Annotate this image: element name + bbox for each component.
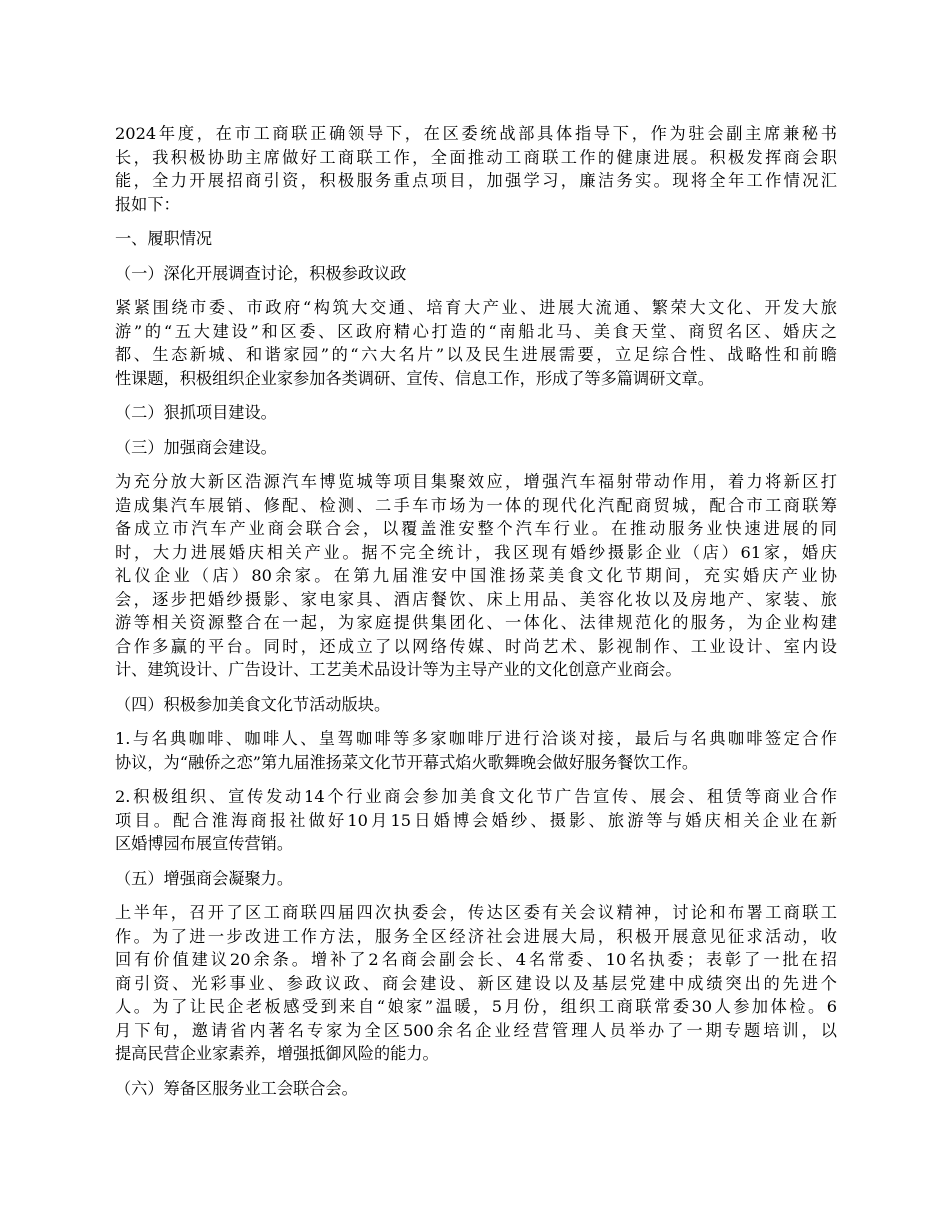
text-line: 协议，为“融侨之恋”第九届淮扬菜文化节开幕式焰火歌舞晚会做好服务餐饮工作。 [115, 752, 699, 772]
chamber-paragraph [115, 470, 837, 682]
text-line: 会，逐步把婚纱摄影、家电家具、酒店餐饮、床上用品、美容化妆以及房地产、家装、旅 [115, 589, 837, 609]
subsection-heading-union: （六）筹备区服务业工会联合会。 [115, 1078, 358, 1098]
text-line: 礼仪企业（店）80余家。在第九届淮安中国淮扬菜美食文化节期间，充实婚庆产业协 [115, 566, 837, 585]
subsection-heading-projects: （二）狠抓项目建设。 [115, 403, 277, 422]
text-line: 2024年度，在市工商联正确领导下，在区委统战部具体指导下，作为驻会副主席兼秘书 [115, 124, 837, 143]
text-line: 合作多赢的平台。同时，还成立了以网络传媒、时尚艺术、影视制作、工业设计、室内设 [115, 636, 837, 656]
text-line: 月下旬，邀请省内著名专家为全区500余名企业经营管理人员举办了一期专题培训，以 [115, 1020, 837, 1040]
text-line: 性课题，积极组织企业家参加各类调研、宣传、信息工作，形成了等多篇调研文章。 [115, 368, 714, 388]
text-line: 2.积极组织、宣传发动14个行业商会参加美食文化节广告宣传、展会、租赁等商业合作 [115, 787, 837, 806]
text-line: 提高民营企业家素养，增强抵御风险的能力。 [115, 1044, 439, 1063]
text-line: 作。为了进一步改进工作方法，服务全区经济社会进展大局，积极开展意见征求活动，收 [115, 926, 837, 946]
text-line: 能，全力开展招商引资，积极服务重点项目，加强学习，廉洁务实。现将全年工作情况汇 [115, 171, 837, 190]
text-line: 项目。配合淮海商报社做好10月15日婚博会婚纱、摄影、旅游等与婚庆相关企业在新 [115, 810, 837, 830]
research-paragraph [115, 296, 837, 390]
subsection-heading-cohesion: （五）增强商会凝聚力。 [115, 868, 294, 888]
text-line: 长，我积极协助主席做好工商联工作，全面推动工商联工作的健康进展。积极发挥商会职 [115, 147, 837, 167]
subsection-heading-research: （一）深化开展调查讨论，积极参政议政 [115, 263, 407, 283]
text-line: 为充分放大新区浩源汽车博览城等项目集聚效应，增强汽车福射带动作用，着力将新区打 [115, 472, 837, 491]
text-line: 人。为了让民企老板感受到来自“娘家”温暖，5月份，组织工商联常委30人参加体检。6 [115, 997, 837, 1016]
text-line: 报如下： [115, 194, 180, 214]
text-line: 时，大力进展婚庆相关产业。据不完全统计，我区现有婚纱摄影企业（店）61家，婚庆 [115, 542, 837, 562]
text-line: 区婚博园布展宣传营销。 [115, 834, 294, 853]
text-line: 游”的“五大建设”和区委、区政府精心打造的“南船北马、美食天堂、商贸名区、婚庆之 [115, 321, 837, 341]
text-line: 紧紧围绕市委、市政府“构筑大交通、培育大产业、进展大流通、繁荣大文化、开发大旅 [115, 298, 837, 317]
intro-paragraph [115, 122, 837, 216]
cohesion-paragraph [115, 901, 837, 1066]
text-line: 回有价值建议20余条。增补了2名商会副会长、4名常委、10名执委；表彰了一批在招 [115, 950, 837, 969]
text-line: 备成立市汽车产业商会联合会，以覆盖淮安整个汽车行业。在推动服务业快速进展的同 [115, 519, 837, 538]
text-line: 游等相关资源整合在一起，为家庭提供集团化、一体化、法律规范化的服务，为企业构建 [115, 613, 837, 632]
text-line: 上半年，召开了区工商联四届四次执委会，传达区委有关会议精神，讨论和布署工商联工 [115, 903, 837, 922]
food-festival-item-1 [115, 727, 837, 774]
text-line: 1.与名典咖啡、咖啡人、皇驾咖啡等多家咖啡厅进行洽谈对接，最后与名典咖啡签定合作 [115, 729, 837, 748]
text-line: 计、建筑设计、广告设计、工艺美术品设计等为主导产业的文化创意产业商会。 [115, 660, 682, 679]
food-festival-item-2 [115, 785, 837, 856]
subsection-heading-chamber: （三）加强商会建设。 [115, 437, 277, 457]
text-line: 商引资、光彩事业、参政议政、商会建设、新区建设以及基层党建中成绩突出的先进个 [115, 973, 837, 993]
document-page [115, 122, 837, 1111]
text-line: 都、生态新城、和谐家园”的“六大名片”以及民生进展需要，立足综合性、战略性和前瞻 [115, 345, 837, 364]
section-heading-duties: 一、履职情况 [115, 229, 213, 248]
text-line: 造成集汽车展销、修配、检测、二手车市场为一体的现代化汽配商贸城，配合市工商联筹 [115, 495, 837, 515]
subsection-heading-food-festival: （四）积极参加美食文化节活动版块。 [115, 694, 391, 714]
